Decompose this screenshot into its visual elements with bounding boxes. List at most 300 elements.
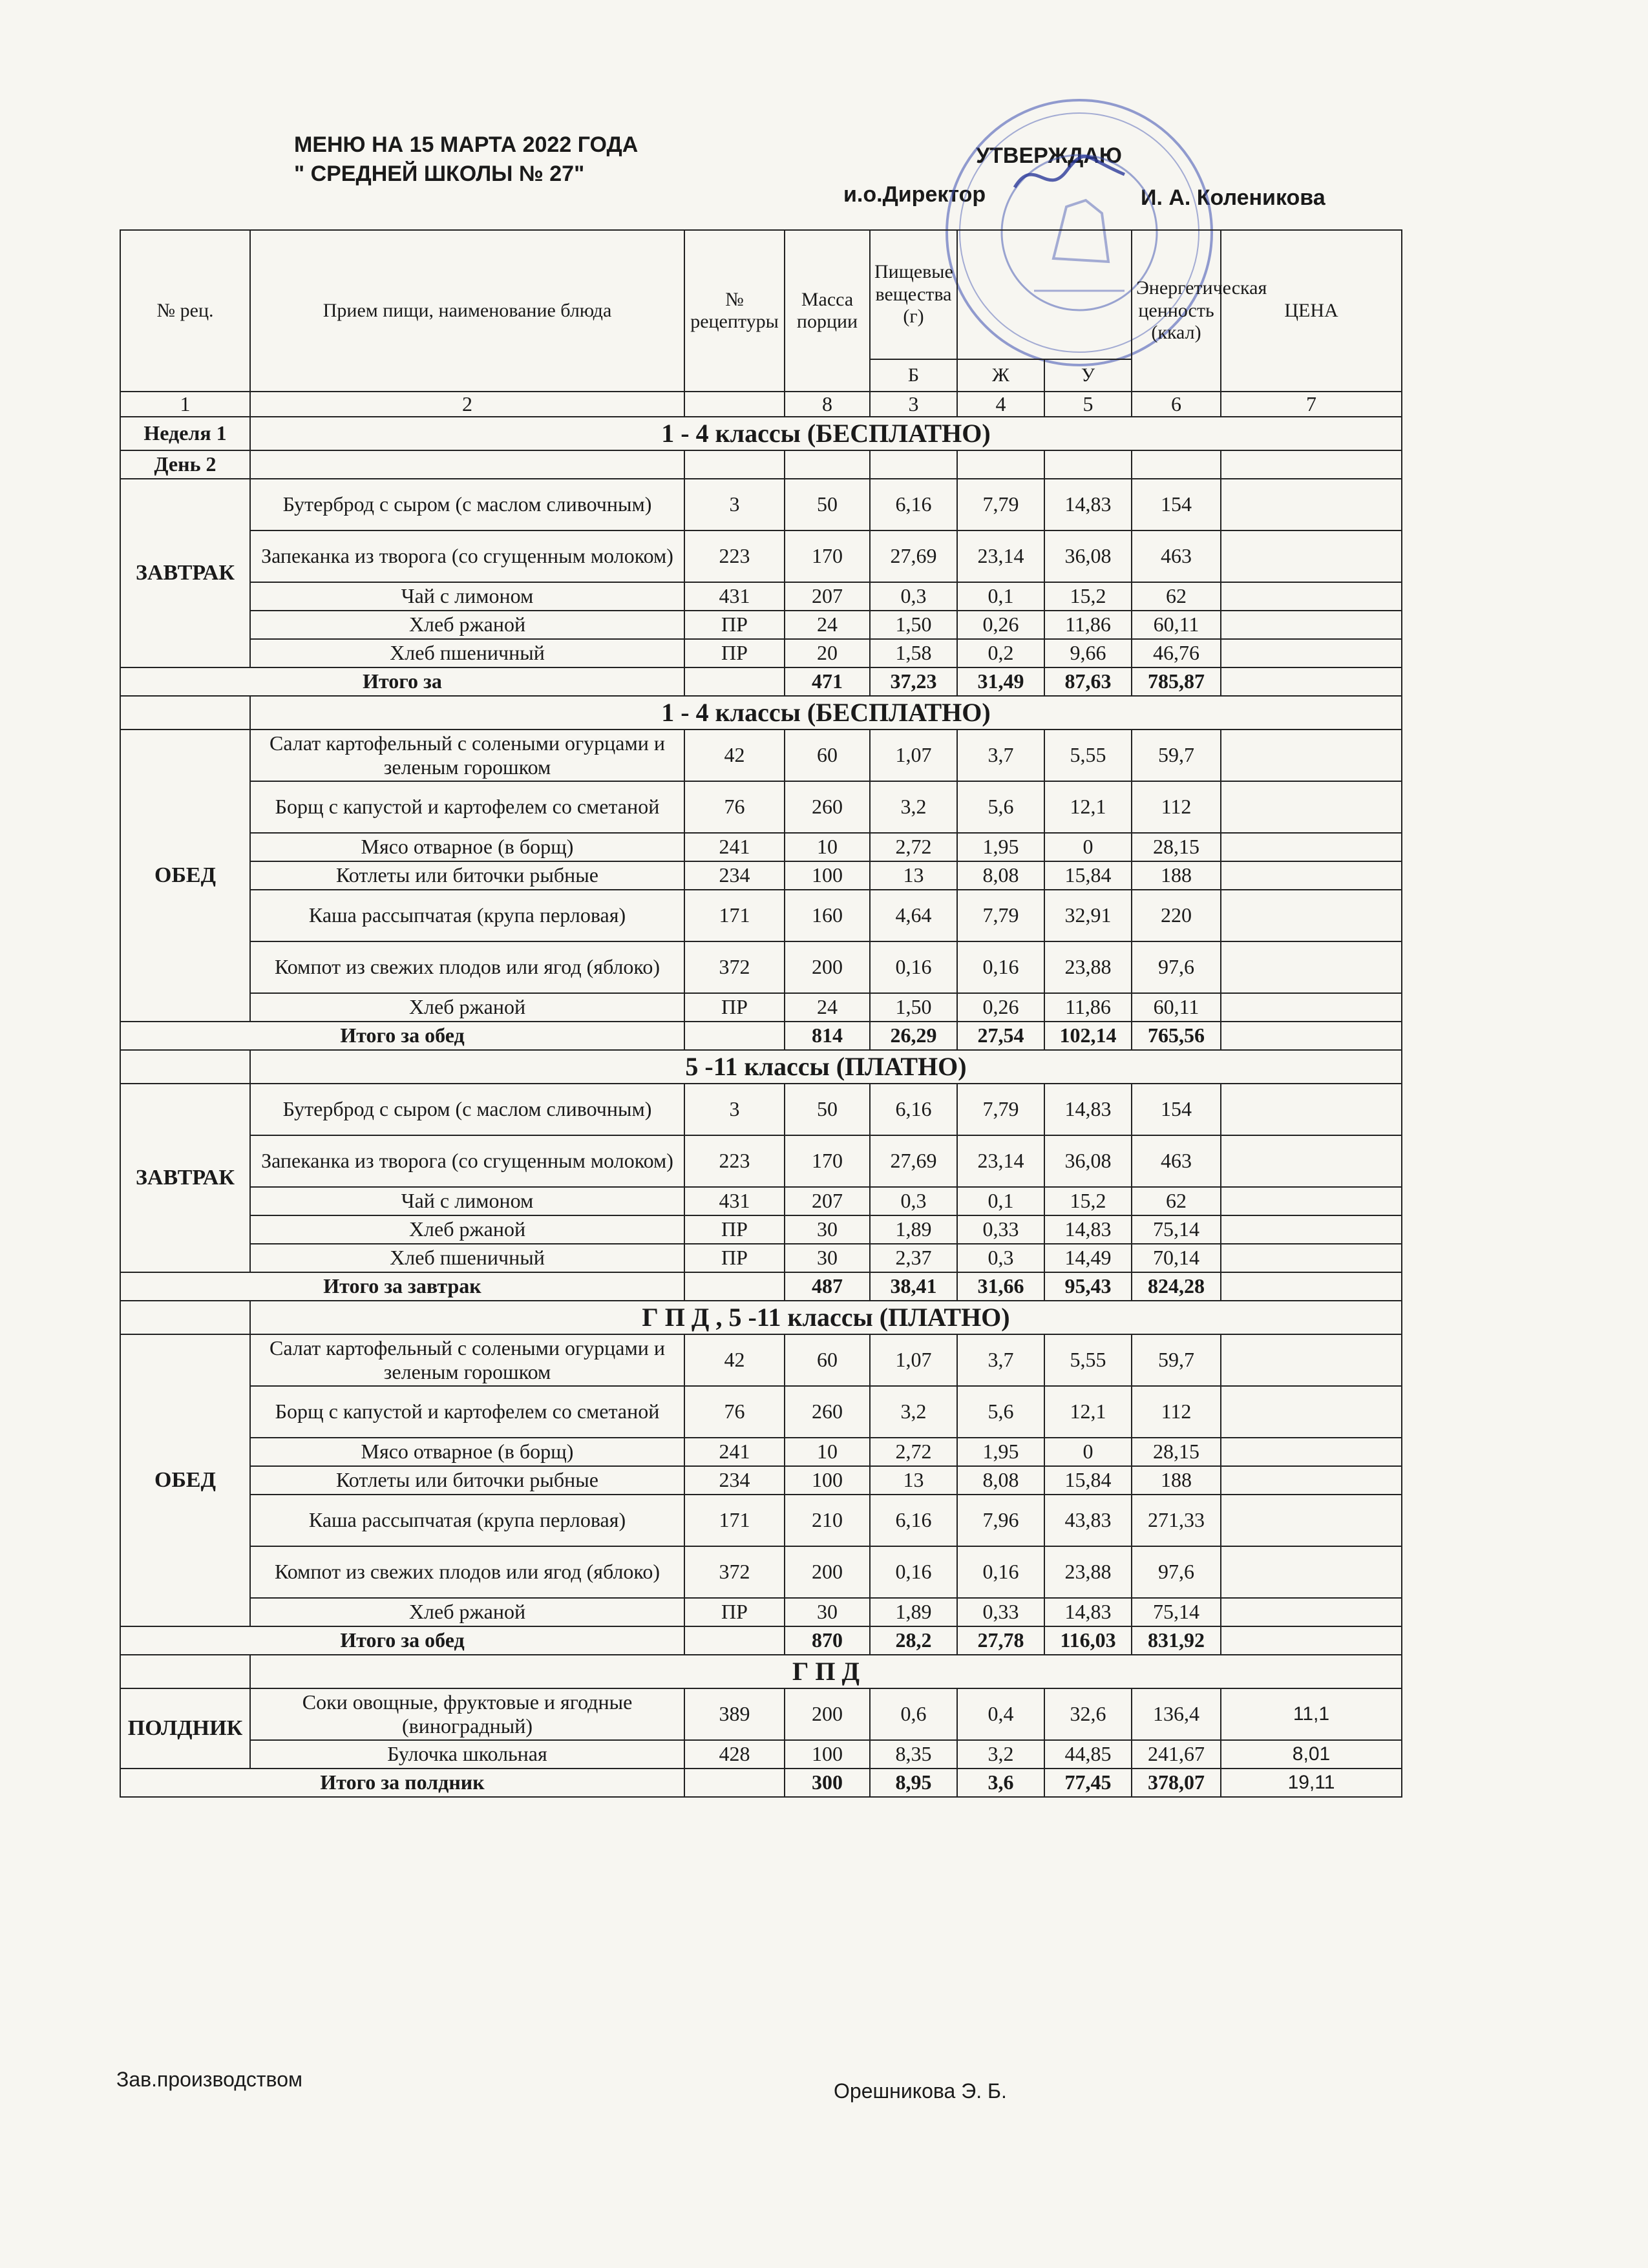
dish-recipe: 171 <box>684 890 785 941</box>
approve-label: УТВЕРЖДАЮ <box>976 143 1122 168</box>
dish-b: 1,58 <box>870 639 957 667</box>
dish-b: 0,6 <box>870 1688 957 1740</box>
dish-mass: 20 <box>785 639 870 667</box>
menu-title: МЕНЮ НА 15 МАРТА 2022 ГОДА <box>294 132 639 157</box>
dish-price <box>1221 1546 1402 1598</box>
col-number: 6 <box>1132 392 1221 417</box>
dish-recipe: 431 <box>684 1187 785 1215</box>
dish-recipe: 223 <box>684 530 785 582</box>
dish-name: Мясо отварное (в борщ) <box>250 833 684 861</box>
dish-kcal: 62 <box>1132 582 1221 611</box>
dish-zh: 5,6 <box>957 781 1044 833</box>
dish-price <box>1221 1386 1402 1438</box>
table-row <box>120 530 1402 582</box>
section-title: 1 - 4 классы (БЕСПЛАТНО) <box>250 696 1402 730</box>
dish-b: 8,35 <box>870 1740 957 1769</box>
table-row <box>120 1655 1402 1688</box>
dish-mass: 200 <box>785 1546 870 1598</box>
dish-b: 27,69 <box>870 1135 957 1187</box>
dish-mass: 260 <box>785 1386 870 1438</box>
dish-mass: 170 <box>785 530 870 582</box>
dish-kcal: 70,14 <box>1132 1244 1221 1272</box>
dish-mass: 260 <box>785 781 870 833</box>
dish-kcal: 75,14 <box>1132 1598 1221 1626</box>
dish-kcal: 75,14 <box>1132 1215 1221 1244</box>
dish-price <box>1221 1215 1402 1244</box>
dish-kcal: 28,15 <box>1132 1438 1221 1466</box>
meal-label: ЗАВТРАК <box>120 479 250 667</box>
total-kcal: 785,87 <box>1132 667 1221 696</box>
dish-mass: 210 <box>785 1495 870 1546</box>
dish-kcal: 60,11 <box>1132 993 1221 1022</box>
dish-name: Хлеб ржаной <box>250 993 684 1022</box>
dish-b: 1,50 <box>870 993 957 1022</box>
table-row <box>120 1135 1402 1187</box>
dish-name: Хлеб ржаной <box>250 1598 684 1626</box>
dish-recipe: ПР <box>684 639 785 667</box>
dish-price <box>1221 1084 1402 1135</box>
dish-b: 1,07 <box>870 1334 957 1386</box>
dish-b: 1,07 <box>870 730 957 781</box>
dish-kcal: 112 <box>1132 1386 1221 1438</box>
dish-u: 14,83 <box>1044 1084 1132 1135</box>
dish-mass: 60 <box>785 1334 870 1386</box>
dish-u: 12,1 <box>1044 1386 1132 1438</box>
table-row <box>120 1495 1402 1546</box>
total-zh: 3,6 <box>957 1769 1044 1797</box>
dish-recipe: 389 <box>684 1688 785 1740</box>
dish-zh: 3,7 <box>957 730 1044 781</box>
dish-kcal: 59,7 <box>1132 1334 1221 1386</box>
table-row <box>120 1244 1402 1272</box>
dish-price <box>1221 611 1402 639</box>
empty-cell <box>684 450 785 479</box>
dish-b: 3,2 <box>870 1386 957 1438</box>
dish-zh: 7,96 <box>957 1495 1044 1546</box>
table-row <box>120 1301 1402 1334</box>
total-zh: 27,78 <box>957 1626 1044 1655</box>
dish-price <box>1221 639 1402 667</box>
col-rec-no: № рец. <box>120 230 250 392</box>
table-row <box>120 1215 1402 1244</box>
dish-kcal: 97,6 <box>1132 1546 1221 1598</box>
dish-name: Хлеб ржаной <box>250 1215 684 1244</box>
dish-name: Мясо отварное (в борщ) <box>250 1438 684 1466</box>
dish-b: 13 <box>870 861 957 890</box>
dish-mass: 160 <box>785 890 870 941</box>
dish-name: Хлеб пшеничный <box>250 1244 684 1272</box>
dish-name: Соки овощные, фруктовые и ягодные (виноградный) <box>250 1688 684 1740</box>
table-row <box>120 639 1402 667</box>
dish-b: 0,3 <box>870 582 957 611</box>
dish-zh: 1,95 <box>957 833 1044 861</box>
total-price <box>1221 667 1402 696</box>
dish-recipe: 76 <box>684 781 785 833</box>
dish-recipe: ПР <box>684 1215 785 1244</box>
dish-kcal: 188 <box>1132 861 1221 890</box>
dish-zh: 0,2 <box>957 639 1044 667</box>
total-label: Итого за завтрак <box>120 1272 684 1301</box>
dish-u: 9,66 <box>1044 639 1132 667</box>
dish-mass: 30 <box>785 1215 870 1244</box>
dish-zh: 0,1 <box>957 582 1044 611</box>
dish-zh: 7,79 <box>957 1084 1044 1135</box>
dish-mass: 10 <box>785 1438 870 1466</box>
dish-b: 1,89 <box>870 1598 957 1626</box>
dish-recipe: 428 <box>684 1740 785 1769</box>
dish-kcal: 60,11 <box>1132 611 1221 639</box>
table-row <box>120 450 1402 479</box>
total-b: 28,2 <box>870 1626 957 1655</box>
table-row <box>120 1022 1402 1050</box>
dish-b: 2,37 <box>870 1244 957 1272</box>
col-mass: Масса порции <box>785 230 870 392</box>
dish-u: 5,55 <box>1044 1334 1132 1386</box>
dish-mass: 170 <box>785 1135 870 1187</box>
dish-b: 0,16 <box>870 1546 957 1598</box>
total-recipe-blank <box>684 1769 785 1797</box>
dish-mass: 207 <box>785 1187 870 1215</box>
total-recipe-blank <box>684 1272 785 1301</box>
table-row <box>120 1740 1402 1769</box>
director-name: И. А. Коленикова <box>1141 185 1326 210</box>
dish-u: 15,2 <box>1044 1187 1132 1215</box>
dish-kcal: 154 <box>1132 1084 1221 1135</box>
total-price: 19,11 <box>1221 1769 1402 1797</box>
table-row <box>120 582 1402 611</box>
dish-name: Салат картофельный с солеными огурцами и зеленым горошком <box>250 1334 684 1386</box>
dish-name: Хлеб пшеничный <box>250 639 684 667</box>
table-row <box>120 1438 1402 1466</box>
section-blank <box>120 1301 250 1334</box>
table-row <box>120 1272 1402 1301</box>
dish-b: 4,64 <box>870 890 957 941</box>
dish-price <box>1221 1187 1402 1215</box>
table-row <box>120 1546 1402 1598</box>
dish-name: Компот из свежих плодов или ягод (яблоко) <box>250 1546 684 1598</box>
school-name: " СРЕДНЕЙ ШКОЛЫ № 27" <box>294 162 585 186</box>
dish-u: 5,55 <box>1044 730 1132 781</box>
dish-u: 14,83 <box>1044 1598 1132 1626</box>
table-row <box>120 417 1402 450</box>
col-nutrients-span <box>957 230 1132 359</box>
dish-price <box>1221 861 1402 890</box>
table-row <box>120 611 1402 639</box>
dish-zh: 3,2 <box>957 1740 1044 1769</box>
dish-recipe: ПР <box>684 1598 785 1626</box>
col-number <box>684 392 785 417</box>
dish-kcal: 463 <box>1132 1135 1221 1187</box>
dish-zh: 0,16 <box>957 1546 1044 1598</box>
total-zh: 31,66 <box>957 1272 1044 1301</box>
dish-recipe: 241 <box>684 833 785 861</box>
table-row <box>120 1769 1402 1797</box>
dish-kcal: 46,76 <box>1132 639 1221 667</box>
col-price: ЦЕНА <box>1221 230 1402 392</box>
total-b: 26,29 <box>870 1022 957 1050</box>
dish-u: 14,49 <box>1044 1244 1132 1272</box>
dish-mass: 207 <box>785 582 870 611</box>
col-number: 3 <box>870 392 957 417</box>
total-u: 77,45 <box>1044 1769 1132 1797</box>
dish-kcal: 154 <box>1132 479 1221 530</box>
total-mass: 870 <box>785 1626 870 1655</box>
dish-recipe: 431 <box>684 582 785 611</box>
table-row <box>120 1386 1402 1438</box>
dish-zh: 8,08 <box>957 1466 1044 1495</box>
dish-recipe: ПР <box>684 993 785 1022</box>
total-kcal: 765,56 <box>1132 1022 1221 1050</box>
dish-kcal: 271,33 <box>1132 1495 1221 1546</box>
dish-recipe: ПР <box>684 1244 785 1272</box>
dish-kcal: 463 <box>1132 530 1221 582</box>
table-row <box>120 1334 1402 1386</box>
day-label: День 2 <box>120 450 250 479</box>
total-b: 37,23 <box>870 667 957 696</box>
menu-table <box>120 229 1402 1798</box>
dish-name: Чай с лимоном <box>250 1187 684 1215</box>
total-u: 102,14 <box>1044 1022 1132 1050</box>
total-recipe-blank <box>684 667 785 696</box>
dish-u: 23,88 <box>1044 1546 1132 1598</box>
dish-u: 36,08 <box>1044 1135 1132 1187</box>
dish-u: 14,83 <box>1044 1215 1132 1244</box>
dish-price <box>1221 479 1402 530</box>
dish-b: 0,16 <box>870 941 957 993</box>
section-blank <box>120 1050 250 1084</box>
dish-name: Бутерброд с сыром (с маслом сливочным) <box>250 479 684 530</box>
dish-price <box>1221 833 1402 861</box>
dish-mass: 30 <box>785 1244 870 1272</box>
col-number: 2 <box>250 392 684 417</box>
director-title: и.о.Директор <box>843 182 986 207</box>
dish-u: 32,91 <box>1044 890 1132 941</box>
dish-zh: 7,79 <box>957 479 1044 530</box>
dish-name: Салат картофельный с солеными огурцами и зеленым горошком <box>250 730 684 781</box>
dish-zh: 1,95 <box>957 1438 1044 1466</box>
total-u: 87,63 <box>1044 667 1132 696</box>
dish-mass: 24 <box>785 993 870 1022</box>
table-row <box>120 696 1402 730</box>
dish-name: Хлеб ржаной <box>250 611 684 639</box>
dish-price <box>1221 530 1402 582</box>
dish-b: 2,72 <box>870 1438 957 1466</box>
col-number: 7 <box>1221 392 1402 417</box>
total-mass: 300 <box>785 1769 870 1797</box>
dish-price: 11,1 <box>1221 1688 1402 1740</box>
dish-name: Котлеты или биточки рыбные <box>250 861 684 890</box>
dish-recipe: 3 <box>684 479 785 530</box>
dish-zh: 0,26 <box>957 993 1044 1022</box>
total-label: Итого за обед <box>120 1022 684 1050</box>
total-label: Итого за обед <box>120 1626 684 1655</box>
dish-price <box>1221 1598 1402 1626</box>
week-label: Неделя 1 <box>120 417 250 450</box>
col-number: 5 <box>1044 392 1132 417</box>
dish-mass: 200 <box>785 1688 870 1740</box>
col-energy: Энергетическая ценность (ккал) <box>1132 230 1221 392</box>
empty-cell <box>1044 450 1132 479</box>
dish-mass: 50 <box>785 479 870 530</box>
table-row <box>120 479 1402 530</box>
dish-zh: 0,33 <box>957 1215 1044 1244</box>
dish-price <box>1221 1244 1402 1272</box>
dish-kcal: 112 <box>1132 781 1221 833</box>
dish-recipe: 3 <box>684 1084 785 1135</box>
total-price <box>1221 1626 1402 1655</box>
dish-b: 3,2 <box>870 781 957 833</box>
dish-price: 8,01 <box>1221 1740 1402 1769</box>
table-row <box>120 941 1402 993</box>
dish-u: 15,84 <box>1044 1466 1132 1495</box>
total-price <box>1221 1022 1402 1050</box>
dish-zh: 0,3 <box>957 1244 1044 1272</box>
dish-b: 1,50 <box>870 611 957 639</box>
table-row <box>120 1084 1402 1135</box>
total-b: 38,41 <box>870 1272 957 1301</box>
empty-cell <box>957 450 1044 479</box>
dish-name: Бутерброд с сыром (с маслом сливочным) <box>250 1084 684 1135</box>
dish-zh: 7,79 <box>957 890 1044 941</box>
dish-zh: 23,14 <box>957 1135 1044 1187</box>
dish-zh: 3,7 <box>957 1334 1044 1386</box>
dish-name: Каша рассыпчатая (крупа перловая) <box>250 1495 684 1546</box>
dish-kcal: 136,4 <box>1132 1688 1221 1740</box>
table-row <box>120 1466 1402 1495</box>
dish-recipe: 234 <box>684 861 785 890</box>
dish-price <box>1221 1466 1402 1495</box>
empty-cell <box>1132 450 1221 479</box>
dish-recipe: 42 <box>684 730 785 781</box>
dish-name: Каша рассыпчатая (крупа перловая) <box>250 890 684 941</box>
total-mass: 487 <box>785 1272 870 1301</box>
dish-name: Борщ с капустой и картофелем со сметаной <box>250 1386 684 1438</box>
footer-signatory: Орешникова Э. Б. <box>834 2079 1007 2103</box>
dish-u: 12,1 <box>1044 781 1132 833</box>
dish-mass: 24 <box>785 611 870 639</box>
dish-kcal: 241,67 <box>1132 1740 1221 1769</box>
dish-price <box>1221 890 1402 941</box>
meal-label: ПОЛДНИК <box>120 1688 250 1769</box>
dish-price <box>1221 781 1402 833</box>
dish-mass: 50 <box>785 1084 870 1135</box>
table-row <box>120 993 1402 1022</box>
dish-price <box>1221 582 1402 611</box>
dish-u: 32,6 <box>1044 1688 1132 1740</box>
dish-u: 0 <box>1044 1438 1132 1466</box>
section-title: Г П Д <box>250 1655 1402 1688</box>
dish-b: 13 <box>870 1466 957 1495</box>
dish-mass: 100 <box>785 1740 870 1769</box>
dish-u: 44,85 <box>1044 1740 1132 1769</box>
dish-name: Котлеты или биточки рыбные <box>250 1466 684 1495</box>
table-row <box>120 781 1402 833</box>
dish-zh: 5,6 <box>957 1386 1044 1438</box>
table-row <box>120 730 1402 781</box>
col-number: 4 <box>957 392 1044 417</box>
dish-b: 6,16 <box>870 1495 957 1546</box>
dish-kcal: 188 <box>1132 1466 1221 1495</box>
dish-name: Чай с лимоном <box>250 582 684 611</box>
section-blank <box>120 1655 250 1688</box>
dish-zh: 0,4 <box>957 1688 1044 1740</box>
total-kcal: 824,28 <box>1132 1272 1221 1301</box>
table-row <box>120 230 1402 359</box>
table-row <box>120 1626 1402 1655</box>
dish-zh: 0,26 <box>957 611 1044 639</box>
section-blank <box>120 696 250 730</box>
col-number: 1 <box>120 392 250 417</box>
dish-recipe: ПР <box>684 611 785 639</box>
dish-price <box>1221 730 1402 781</box>
dish-price <box>1221 1495 1402 1546</box>
total-u: 95,43 <box>1044 1272 1132 1301</box>
dish-recipe: 223 <box>684 1135 785 1187</box>
table-row <box>120 890 1402 941</box>
dish-name: Борщ с капустой и картофелем со сметаной <box>250 781 684 833</box>
dish-recipe: 171 <box>684 1495 785 1546</box>
col-zh: Ж <box>957 359 1044 392</box>
dish-recipe: 372 <box>684 1546 785 1598</box>
dish-name: Компот из свежих плодов или ягод (яблоко) <box>250 941 684 993</box>
dish-recipe: 42 <box>684 1334 785 1386</box>
dish-price <box>1221 1135 1402 1187</box>
dish-mass: 30 <box>785 1598 870 1626</box>
dish-recipe: 234 <box>684 1466 785 1495</box>
dish-u: 43,83 <box>1044 1495 1132 1546</box>
total-mass: 814 <box>785 1022 870 1050</box>
dish-u: 14,83 <box>1044 479 1132 530</box>
dish-u: 23,88 <box>1044 941 1132 993</box>
section-title: Г П Д , 5 -11 классы (ПЛАТНО) <box>250 1301 1402 1334</box>
table-row <box>120 1598 1402 1626</box>
dish-kcal: 59,7 <box>1132 730 1221 781</box>
table-row <box>120 833 1402 861</box>
footer-production-head: Зав.производством <box>116 2068 302 2091</box>
dish-zh: 0,33 <box>957 1598 1044 1626</box>
table-row <box>120 392 1402 417</box>
dish-u: 0 <box>1044 833 1132 861</box>
dish-u: 36,08 <box>1044 530 1132 582</box>
dish-b: 1,89 <box>870 1215 957 1244</box>
dish-price <box>1221 941 1402 993</box>
dish-u: 15,84 <box>1044 861 1132 890</box>
total-zh: 31,49 <box>957 667 1044 696</box>
dish-mass: 10 <box>785 833 870 861</box>
dish-name: Запеканка из творога (со сгущенным молоком) <box>250 530 684 582</box>
dish-recipe: 76 <box>684 1386 785 1438</box>
dish-kcal: 28,15 <box>1132 833 1221 861</box>
dish-zh: 0,1 <box>957 1187 1044 1215</box>
dish-mass: 100 <box>785 861 870 890</box>
total-label: Итого за <box>120 667 684 696</box>
empty-cell <box>250 450 684 479</box>
dish-mass: 100 <box>785 1466 870 1495</box>
table-row <box>120 1187 1402 1215</box>
total-u: 116,03 <box>1044 1626 1132 1655</box>
dish-price <box>1221 1438 1402 1466</box>
col-recipe-no: № рецептуры <box>684 230 785 392</box>
col-u: У <box>1044 359 1132 392</box>
meal-label: ОБЕД <box>120 730 250 1022</box>
dish-mass: 200 <box>785 941 870 993</box>
dish-u: 11,86 <box>1044 993 1132 1022</box>
total-recipe-blank <box>684 1022 785 1050</box>
empty-cell <box>785 450 870 479</box>
table-row <box>120 667 1402 696</box>
dish-recipe: 241 <box>684 1438 785 1466</box>
table-row <box>120 861 1402 890</box>
